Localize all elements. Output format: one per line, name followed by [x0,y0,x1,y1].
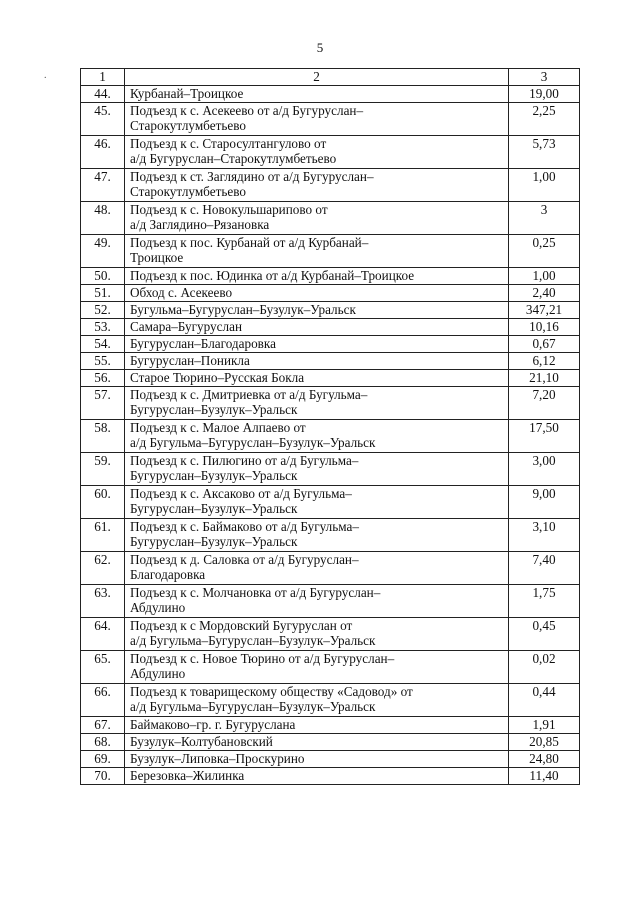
road-length: 9,00 [509,486,580,519]
table-row [81,268,580,285]
row-number: 66. [81,684,125,717]
road-name: Подъезд к с. Дмитриевка от а/д Бугульма– Бугуруслан–Бузулук–Уральск [125,387,509,420]
road-length: 7,40 [509,552,580,585]
table-row [81,136,580,169]
road-length: 24,80 [509,751,580,768]
row-number: 53. [81,319,125,336]
road-length: 10,16 [509,319,580,336]
road-length: 20,85 [509,734,580,751]
margin-mark: . [44,70,47,81]
road-length: 1,00 [509,268,580,285]
road-name: Старое Тюрино–Русская Бокла [125,370,509,387]
table-row [81,235,580,268]
road-length: 0,45 [509,618,580,651]
row-number: 59. [81,453,125,486]
table-row [81,285,580,302]
road-length: 0,02 [509,651,580,684]
row-number: 54. [81,336,125,353]
road-name: Подъезд к с. Новое Тюрино от а/д Бугуруслан– Абдулино [125,651,509,684]
table-row [81,336,580,353]
table-row [81,370,580,387]
road-length: 3 [509,202,580,235]
road-length: 347,21 [509,302,580,319]
road-name: Подъезд к с. Новокульшарипово от а/д Заглядино–Рязановка [125,202,509,235]
row-number: 44. [81,86,125,103]
road-name: Бузулук–Колтубановский [125,734,509,751]
row-number: 63. [81,585,125,618]
road-length: 7,20 [509,387,580,420]
roads-table [80,68,580,785]
road-length: 19,00 [509,86,580,103]
road-name: Подъезд к д. Саловка от а/д Бугуруслан– Благодаровка [125,552,509,585]
table-row [81,319,580,336]
road-name: Бузулук–Липовка–Проскурино [125,751,509,768]
table-row [81,387,580,420]
row-number: 56. [81,370,125,387]
row-number: 64. [81,618,125,651]
road-length: 1,00 [509,169,580,202]
road-name: Бугуруслан–Благодаровка [125,336,509,353]
row-number: 51. [81,285,125,302]
row-number: 45. [81,103,125,136]
road-name: Подъезд к с. Молчановка от а/д Бугуруслан– Абдулино [125,585,509,618]
table-row [81,751,580,768]
road-name: Подъезд к товарищескому обществу «Садовод» от а/д Бугульма–Бугуруслан–Бузулук–Уральск [125,684,509,717]
row-number: 65. [81,651,125,684]
road-name: Подъезд к с. Баймаково от а/д Бугульма– Бугуруслан–Бузулук–Уральск [125,519,509,552]
road-name: Подъезд к с. Старосултангулово от а/д Бугуруслан–Старокутлумбетьево [125,136,509,169]
table-row [81,420,580,453]
column-header-length: 3 [509,69,580,86]
row-number: 68. [81,734,125,751]
row-number: 46. [81,136,125,169]
road-name: Самара–Бугуруслан [125,319,509,336]
road-name: Подъезд к ст. Заглядино от а/д Бугуруслан– Старокутлумбетьево [125,169,509,202]
table-row [81,302,580,319]
table-row [81,651,580,684]
row-number: 49. [81,235,125,268]
table-row [81,519,580,552]
row-number: 52. [81,302,125,319]
road-name: Баймаково–гр. г. Бугуруслана [125,717,509,734]
row-number: 70. [81,768,125,785]
table-row [81,734,580,751]
road-length: 5,73 [509,136,580,169]
row-number: 69. [81,751,125,768]
road-name: Бугуруслан–Поникла [125,353,509,370]
road-name: Подъезд к с. Пилюгино от а/д Бугульма– Бугуруслан–Бузулук–Уральск [125,453,509,486]
table-row [81,684,580,717]
row-number: 55. [81,353,125,370]
row-number: 47. [81,169,125,202]
road-length: 1,91 [509,717,580,734]
row-number: 60. [81,486,125,519]
road-length: 17,50 [509,420,580,453]
table-row [81,552,580,585]
road-name: Подъезд к с Мордовский Бугуруслан от а/д Бугульма–Бугуруслан–Бузулук–Уральск [125,618,509,651]
table-row [81,717,580,734]
road-length: 2,25 [509,103,580,136]
row-number: 67. [81,717,125,734]
table-row [81,618,580,651]
road-length: 0,67 [509,336,580,353]
table-row [81,453,580,486]
column-header-name: 2 [125,69,509,86]
table-row [81,103,580,136]
row-number: 61. [81,519,125,552]
road-length: 2,40 [509,285,580,302]
road-name: Подъезд к с. Аксаково от а/д Бугульма– Бугуруслан–Бузулук–Уральск [125,486,509,519]
row-number: 48. [81,202,125,235]
table-header-row [81,69,580,86]
table-body [81,86,580,785]
table-row [81,353,580,370]
table-row [81,768,580,785]
row-number: 57. [81,387,125,420]
road-length: 1,75 [509,585,580,618]
road-length: 0,44 [509,684,580,717]
road-length: 3,00 [509,453,580,486]
road-name: Курбанай–Троицкое [125,86,509,103]
road-length: 0,25 [509,235,580,268]
road-name: Обход с. Асекеево [125,285,509,302]
table-row [81,169,580,202]
column-header-number: 1 [81,69,125,86]
road-name: Подъезд к с. Асекеево от а/д Бугуруслан– Старокутлумбетьево [125,103,509,136]
table-row [81,486,580,519]
road-length: 11,40 [509,768,580,785]
row-number: 50. [81,268,125,285]
road-name: Подъезд к с. Малое Алпаево от а/д Бугульма–Бугуруслан–Бузулук–Уральск [125,420,509,453]
table-row [81,202,580,235]
table-row [81,86,580,103]
road-name: Бугульма–Бугуруслан–Бузулук–Уральск [125,302,509,319]
road-length: 6,12 [509,353,580,370]
road-name: Подъезд к пос. Юдинка от а/д Курбанай–Троицкое [125,268,509,285]
table-row [81,585,580,618]
road-name: Березовка–Жилинка [125,768,509,785]
road-name: Подъезд к пос. Курбанай от а/д Курбанай– Троицкое [125,235,509,268]
page-number: 5 [316,40,324,55]
road-length: 21,10 [509,370,580,387]
row-number: 62. [81,552,125,585]
road-length: 3,10 [509,519,580,552]
row-number: 58. [81,420,125,453]
